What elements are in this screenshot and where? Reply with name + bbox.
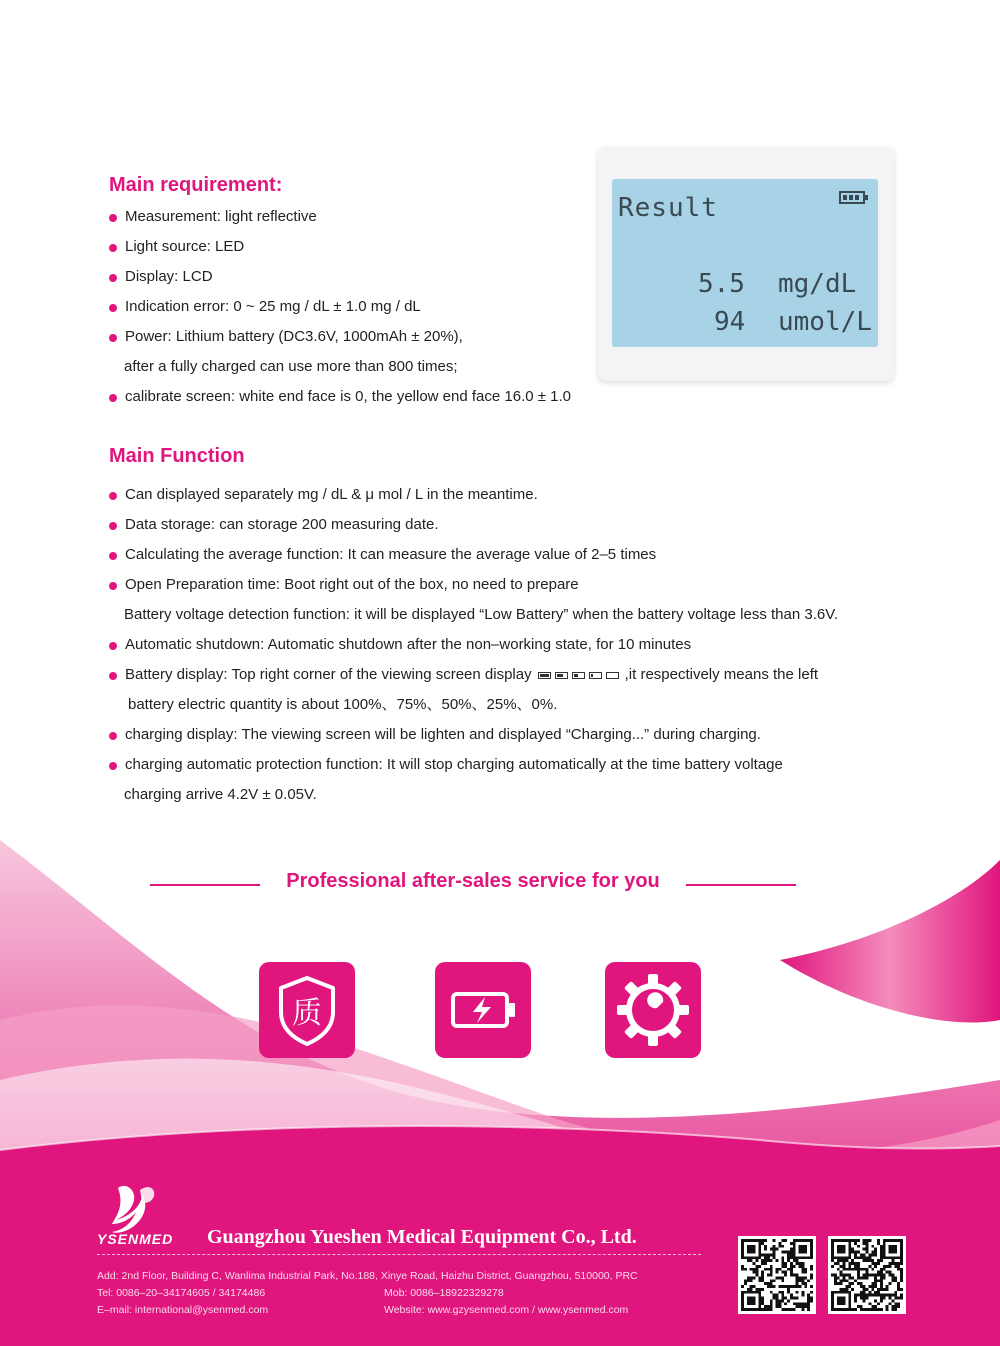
lcd-value-umol: 94 <box>714 307 746 337</box>
list-item <box>108 660 838 690</box>
requirements-title: Main requirement: <box>109 174 283 196</box>
logo-text: YSENMED <box>97 1231 174 1247</box>
qr-code-1 <box>738 1236 816 1314</box>
list-item: battery electric quantity is about 100%、75%、50%、25%、0%. <box>128 696 558 714</box>
svg-text:质: 质 <box>292 996 322 1031</box>
list-item: charging automatic protection function: It will stop charging automatically at the time battery voltage <box>108 750 838 780</box>
list-item: after a fully charged can use more than 800 times; <box>124 358 458 375</box>
list-item: calibrate screen: white end face is 0, the yellow end face 16.0 ± 1.0 <box>108 382 571 412</box>
list-item: Can displayed separately mg / dL & μ mol / L in the meantime. <box>108 480 838 510</box>
lcd-title: Result <box>618 193 718 223</box>
list-item: Display: LCD <box>108 262 571 292</box>
title-line-left <box>150 884 260 886</box>
list-item: Data storage: can storage 200 measuring date. <box>108 510 838 540</box>
list-item: Light source: LED <box>108 232 571 262</box>
battery-level-2-icon <box>572 672 585 679</box>
list-item: Battery voltage detection function: it will be displayed “Low Battery” when the battery voltage less than 3.6V. <box>124 606 839 623</box>
qr-code-2 <box>828 1236 906 1314</box>
mob-text: Mob: 0086–18922329278 <box>384 1287 504 1299</box>
functions-title: Main Function <box>109 445 245 467</box>
quality-shield-icon <box>259 962 355 1058</box>
list-item: Power: Lithium battery (DC3.6V, 1000mAh ± 20%), <box>108 322 571 352</box>
battery-display-text: Battery display: Top right corner of the viewing screen display <box>125 666 532 683</box>
email-text: E–mail: international@ysenmed.com <box>97 1304 269 1316</box>
battery-level-1-icon <box>555 672 568 679</box>
gear-wrench-icon <box>605 962 701 1058</box>
tel-text: Tel: 0086–20–34174605 / 34174486 <box>97 1287 266 1299</box>
lcd-screen <box>612 179 878 347</box>
lcd-unit-mg: mg/dL <box>778 269 857 299</box>
list-item: Measurement: light reflective <box>108 202 571 232</box>
lcd-unit-umol: umol/L <box>778 307 872 337</box>
list-item: Automatic shutdown: Automatic shutdown after the non–working state, for 10 minutes <box>108 630 838 660</box>
battery-charging-icon <box>435 962 531 1058</box>
address-text: Add: 2nd Floor, Building C, Wanlima Industrial Park, No.188, Xinye Road, Haizhu District, Guangzhou, 510000, PRC <box>97 1270 638 1282</box>
list-item: charging arrive 4.2V ± 0.05V. <box>124 786 317 804</box>
battery-level-3-icon <box>589 672 602 679</box>
list-item: Calculating the average function: It can measure the average value of 2–5 times <box>108 540 838 570</box>
list-item: Indication error: 0 ~ 25 mg / dL ± 1.0 mg / dL <box>108 292 571 322</box>
lcd-device <box>598 147 894 381</box>
service-title-text: Professional after-sales service for you <box>286 870 660 892</box>
list-item: charging display: The viewing screen will be lighten and displayed “Charging...” during charging. <box>108 720 838 750</box>
website-text: Website: www.gzysenmed.com / www.ysenmed.com <box>384 1304 629 1316</box>
company-name: Guangzhou Yueshen Medical Equipment Co., Ltd. <box>207 1226 637 1248</box>
list-item: Open Preparation time: Boot right out of the box, no need to prepare <box>108 570 838 600</box>
battery-icon <box>839 191 865 204</box>
service-title <box>150 870 796 893</box>
battery-level-4-icon <box>606 672 619 679</box>
footer-divider <box>97 1254 701 1255</box>
battery-level-icons <box>536 660 621 690</box>
battery-display-text-end: ,it respectively means the left <box>624 666 819 683</box>
lcd-value-mg: 5.5 <box>698 269 745 299</box>
battery-level-0-icon <box>538 672 551 679</box>
requirements-list <box>108 202 571 412</box>
functions-list <box>108 480 838 810</box>
title-line-right <box>686 884 796 886</box>
